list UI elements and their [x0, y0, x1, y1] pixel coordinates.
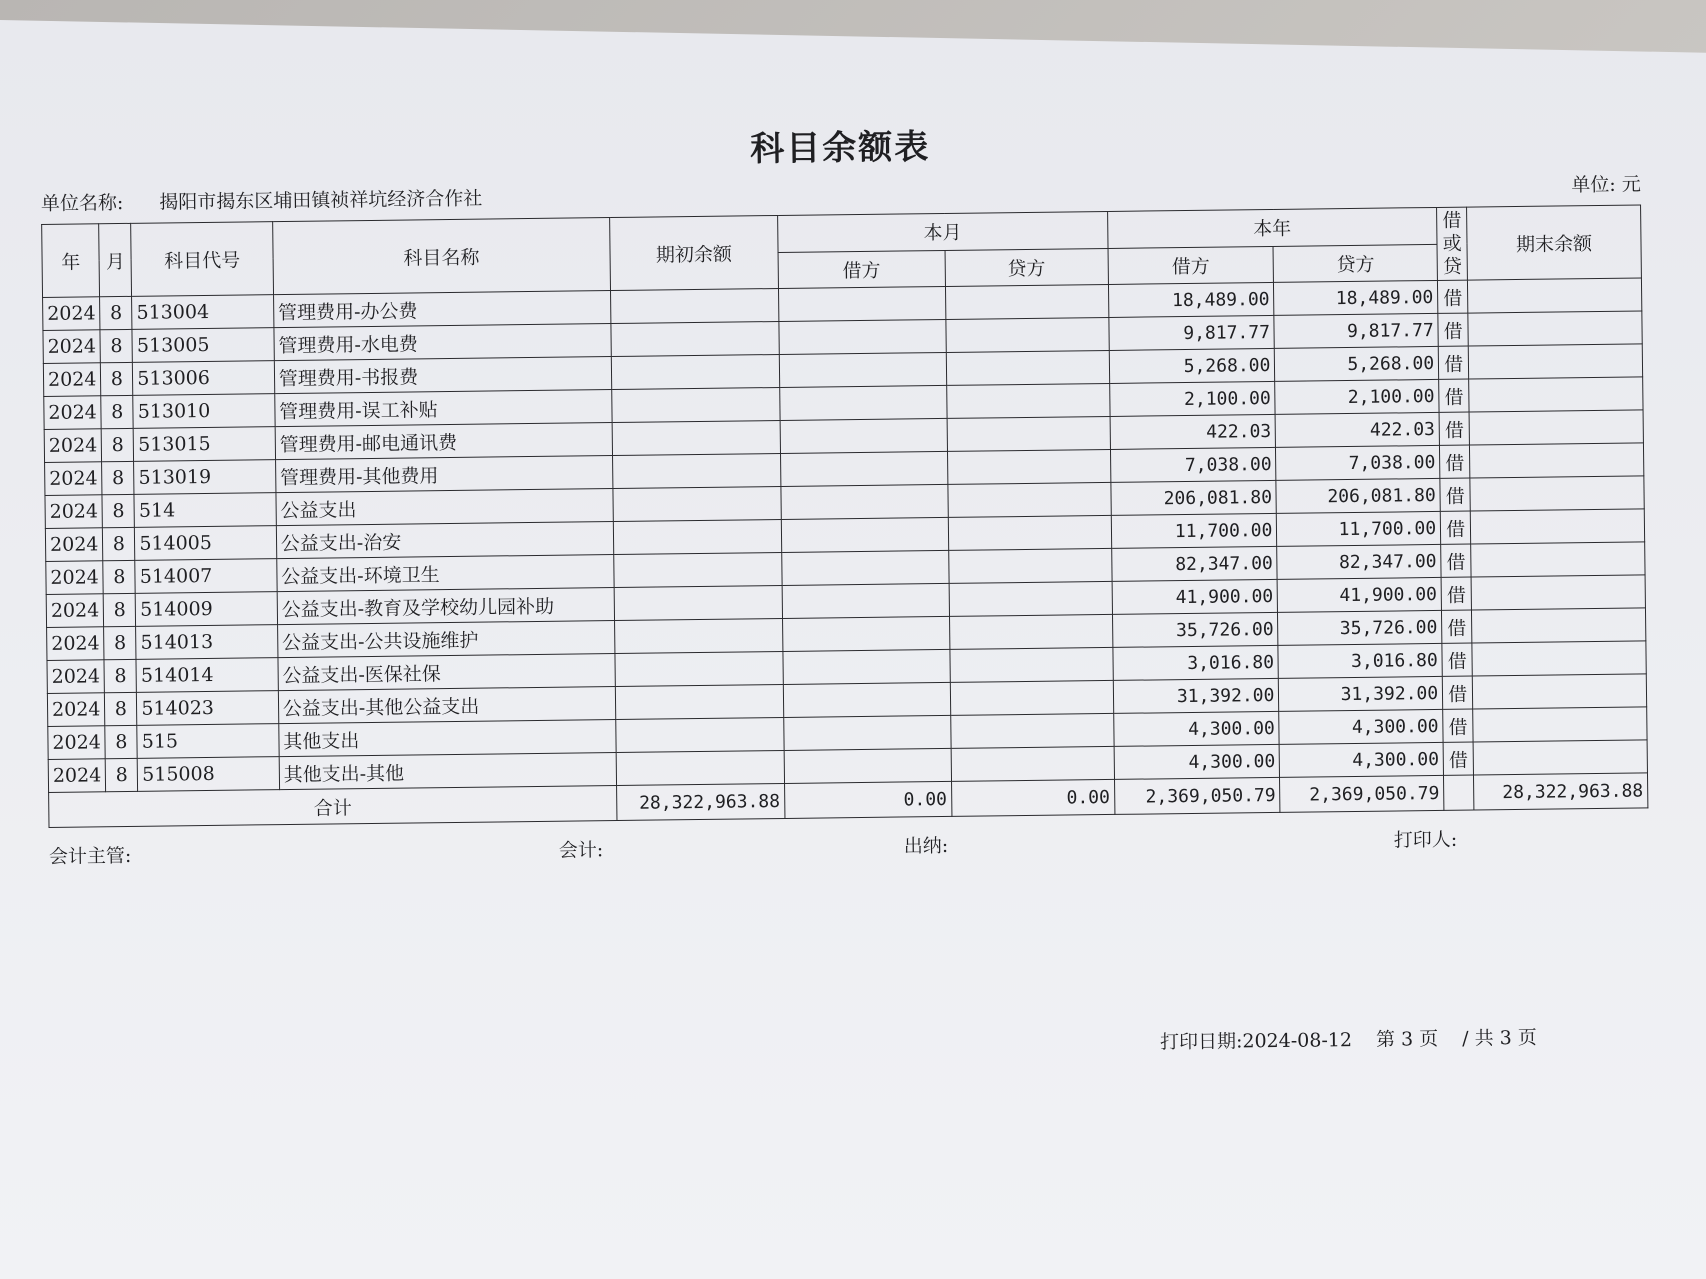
row-month-credit: [946, 318, 1109, 353]
row-opening: [611, 355, 779, 390]
row-dc: 借: [1443, 709, 1473, 742]
accountant-label: 会计:: [558, 839, 604, 863]
balance-table: [41, 204, 1648, 828]
org-label: 单位名称:: [40, 191, 124, 215]
col-month-credit: 贷方: [945, 248, 1108, 287]
row-month-debit: [784, 749, 951, 784]
row-year-credit: 5,268.00: [1275, 347, 1439, 382]
row-year-debit: 2,100.00: [1109, 382, 1275, 417]
row-opening: [613, 520, 781, 555]
row-year: 2024: [45, 462, 103, 496]
row-year: 2024: [43, 363, 101, 397]
row-month: 8: [102, 495, 134, 528]
row-code: 514013: [136, 625, 278, 660]
row-month-debit: [781, 518, 948, 553]
row-year: 2024: [48, 726, 106, 760]
row-year-credit: 422.03: [1275, 413, 1439, 448]
row-year-debit: 3,016.80: [1113, 646, 1279, 681]
row-month: 8: [103, 528, 135, 561]
row-dc: 借: [1438, 346, 1468, 379]
row-closing: [1470, 476, 1644, 511]
row-year: 2024: [43, 297, 101, 331]
row-name: 公益支出-医保社保: [278, 654, 616, 691]
row-month-debit: [781, 551, 948, 586]
row-month-credit: [948, 516, 1111, 551]
total-label: 合计: [49, 786, 617, 828]
row-code: 514005: [135, 526, 277, 561]
row-opening: [614, 619, 782, 654]
row-year-debit: 5,268.00: [1109, 349, 1275, 384]
row-year-debit: 18,489.00: [1108, 283, 1274, 318]
row-name: 公益支出-环境卫生: [277, 555, 615, 592]
col-month-debit: 借方: [778, 250, 945, 289]
row-year-credit: 82,347.00: [1277, 545, 1441, 580]
row-month-debit: [778, 287, 945, 322]
row-year-debit: 4,300.00: [1113, 712, 1279, 747]
row-month-credit: [945, 285, 1108, 320]
row-year-credit: 35,726.00: [1278, 611, 1442, 646]
row-year-debit: 9,817.77: [1109, 316, 1275, 351]
row-month-credit: [950, 714, 1113, 749]
row-closing: [1469, 377, 1643, 412]
row-dc: 借: [1442, 643, 1472, 676]
row-month-debit: [783, 683, 950, 718]
row-opening: [611, 322, 779, 357]
row-month-credit: [949, 615, 1112, 650]
row-name: 管理费用-其他费用: [275, 456, 613, 493]
row-year-credit: 4,300.00: [1279, 710, 1443, 745]
row-opening: [615, 685, 783, 720]
row-year: 2024: [48, 759, 106, 793]
row-year: 2024: [45, 528, 103, 562]
row-year-credit: 206,081.80: [1276, 479, 1440, 514]
row-opening: [610, 289, 778, 324]
row-month-credit: [946, 351, 1109, 386]
total-year-credit: 2,369,050.79: [1280, 776, 1444, 813]
row-opening: [612, 421, 780, 456]
row-dc: 借: [1442, 676, 1472, 709]
row-name: 公益支出-治安: [276, 522, 614, 559]
col-year-debit: 借方: [1108, 246, 1274, 285]
row-opening: [614, 553, 782, 588]
row-dc: 借: [1439, 379, 1469, 412]
row-closing: [1472, 641, 1646, 676]
row-year-debit: 82,347.00: [1111, 547, 1277, 582]
row-year-debit: 31,392.00: [1113, 679, 1279, 714]
row-name: 管理费用-书报费: [274, 357, 612, 394]
print-date: 打印日期:2024-08-12: [1159, 1029, 1353, 1054]
row-closing: [1468, 278, 1642, 313]
row-dc: 借: [1439, 412, 1469, 445]
col-code: 科目代号: [131, 222, 273, 297]
row-month-debit: [784, 716, 951, 751]
row-month: 8: [104, 627, 136, 660]
page-total: / 共 3 页: [1462, 1026, 1537, 1050]
col-month: 月: [99, 223, 132, 297]
row-name: 公益支出: [276, 489, 614, 526]
row-month-credit: [951, 747, 1114, 782]
row-name: 其他支出: [279, 720, 617, 757]
row-closing: [1471, 575, 1645, 610]
row-month-debit: [779, 386, 946, 421]
row-year-credit: 7,038.00: [1276, 446, 1440, 481]
row-month: 8: [104, 594, 136, 627]
row-code: 515: [137, 724, 279, 759]
row-opening: [612, 388, 780, 423]
row-dc: 借: [1443, 742, 1473, 775]
row-opening: [612, 454, 780, 489]
row-dc: 借: [1438, 280, 1468, 313]
row-year: 2024: [43, 330, 101, 364]
row-dc: 借: [1442, 610, 1472, 643]
row-month: 8: [100, 330, 132, 363]
row-code: 514: [134, 493, 276, 528]
row-closing: [1471, 542, 1645, 577]
row-year-debit: 35,726.00: [1112, 613, 1278, 648]
row-opening: [616, 751, 784, 786]
col-opening: 期初余额: [610, 215, 779, 290]
col-name: 科目名称: [272, 218, 610, 296]
row-closing: [1470, 443, 1644, 478]
row-code: 515008: [138, 757, 280, 792]
row-year-debit: 206,081.80: [1111, 481, 1277, 516]
row-year: 2024: [44, 429, 102, 463]
row-dc: 借: [1441, 577, 1471, 610]
total-month-credit: 0.00: [951, 780, 1114, 817]
row-opening: [615, 652, 783, 687]
col-year-credit: 贷方: [1273, 244, 1437, 283]
row-year-credit: 3,016.80: [1278, 644, 1442, 679]
col-closing: 期末余额: [1467, 205, 1642, 281]
row-month: 8: [102, 429, 134, 462]
row-year-debit: 4,300.00: [1114, 745, 1280, 780]
row-month-debit: [781, 485, 948, 520]
row-name: 管理费用-邮电通讯费: [275, 423, 613, 460]
cashier-label: 出纳:: [903, 835, 949, 858]
row-name: 管理费用-水电费: [274, 324, 612, 361]
row-dc: 借: [1440, 511, 1470, 544]
row-month-debit: [779, 320, 946, 355]
row-month: 8: [106, 759, 138, 792]
total-dc: [1444, 775, 1474, 810]
row-month-credit: [949, 582, 1112, 617]
row-month-debit: [780, 452, 947, 487]
row-closing: [1472, 674, 1646, 709]
row-year-debit: 41,900.00: [1112, 580, 1278, 615]
row-closing: [1473, 707, 1647, 742]
row-year-debit: 7,038.00: [1110, 448, 1276, 483]
row-dc: 借: [1440, 478, 1470, 511]
row-month-credit: [946, 384, 1109, 419]
row-year-debit: 11,700.00: [1111, 514, 1277, 549]
row-opening: [614, 586, 782, 621]
row-year-debit: 422.03: [1110, 415, 1276, 450]
row-month-credit: [948, 483, 1111, 518]
row-code: 513006: [133, 361, 275, 396]
row-code: 514014: [136, 658, 278, 693]
row-code: 514009: [135, 592, 277, 627]
row-dc: 借: [1440, 445, 1470, 478]
row-code: 513005: [132, 328, 274, 363]
row-year: 2024: [47, 693, 105, 727]
row-year-credit: 2,100.00: [1275, 380, 1439, 415]
report-sheet: [40, 110, 1649, 869]
row-month: 8: [100, 297, 132, 330]
row-code: 513019: [134, 460, 276, 495]
row-closing: [1468, 311, 1642, 346]
total-month-debit: 0.00: [784, 782, 951, 819]
row-closing: [1473, 740, 1647, 775]
row-closing: [1469, 410, 1643, 445]
row-opening: [613, 487, 781, 522]
org-name: 揭阳市揭东区埔田镇祯祥坑经济合作社: [159, 187, 483, 214]
row-name: 其他支出-其他: [279, 753, 617, 790]
col-this-month: 本月: [777, 211, 1107, 252]
row-year: 2024: [47, 627, 105, 661]
table-body: [43, 278, 1648, 792]
row-closing: [1470, 509, 1644, 544]
row-month: 8: [101, 396, 133, 429]
row-year-credit: 4,300.00: [1280, 743, 1444, 778]
col-this-year: 本年: [1107, 207, 1437, 248]
row-name: 公益支出-其他公益支出: [278, 687, 616, 724]
row-year-credit: 41,900.00: [1278, 578, 1442, 613]
row-year: 2024: [45, 495, 103, 529]
col-dc: 借或贷: [1437, 207, 1468, 281]
printer-label: 打印人:: [1393, 829, 1458, 852]
row-code: 514007: [135, 559, 277, 594]
row-dc: 借: [1441, 544, 1471, 577]
row-month-credit: [947, 450, 1110, 485]
org-info: [41, 184, 483, 216]
row-year-credit: 9,817.77: [1274, 314, 1438, 349]
row-month-credit: [950, 681, 1113, 716]
row-year-credit: 11,700.00: [1277, 512, 1441, 547]
row-month: 8: [103, 561, 135, 594]
row-name: 公益支出-教育及学校幼儿园补助: [277, 588, 615, 625]
row-year: 2024: [46, 594, 104, 628]
row-year: 2024: [44, 396, 102, 430]
currency-unit: 单位: 元: [1571, 173, 1641, 197]
row-month-debit: [782, 584, 949, 619]
row-code: 513004: [132, 295, 274, 330]
row-month-debit: [783, 650, 950, 685]
row-year: 2024: [47, 660, 105, 694]
row-month-credit: [948, 549, 1111, 584]
row-year: 2024: [46, 561, 104, 595]
row-month-debit: [782, 617, 949, 652]
row-month-credit: [947, 417, 1110, 452]
row-code: 513015: [133, 427, 275, 462]
row-closing: [1472, 608, 1646, 643]
row-name: 管理费用-办公费: [273, 291, 611, 328]
total-opening: 28,322,963.88: [616, 784, 784, 821]
row-month-debit: [780, 419, 947, 454]
row-month: 8: [105, 726, 137, 759]
row-month: 8: [102, 462, 134, 495]
row-code: 513010: [133, 394, 275, 429]
row-month: 8: [104, 660, 136, 693]
row-month-debit: [779, 353, 946, 388]
total-closing: 28,322,963.88: [1474, 773, 1648, 810]
row-name: 管理费用-误工补贴: [274, 390, 612, 427]
row-opening: [616, 718, 784, 753]
row-month-credit: [950, 648, 1113, 683]
row-year-credit: 31,392.00: [1279, 677, 1443, 712]
page-number: 第 3 页: [1375, 1028, 1439, 1051]
row-month: 8: [105, 693, 137, 726]
row-code: 514023: [137, 691, 279, 726]
report-title: 科目余额表: [750, 127, 931, 170]
row-month: 8: [101, 363, 133, 396]
row-year-credit: 18,489.00: [1274, 281, 1438, 316]
row-name: 公益支出-公共设施维护: [277, 621, 615, 658]
col-year: 年: [42, 224, 100, 298]
print-info: [1160, 1023, 1555, 1055]
total-year-debit: 2,369,050.79: [1114, 778, 1280, 815]
row-closing: [1468, 344, 1642, 379]
supervisor-label: 会计主管:: [48, 845, 132, 869]
row-dc: 借: [1438, 313, 1468, 346]
